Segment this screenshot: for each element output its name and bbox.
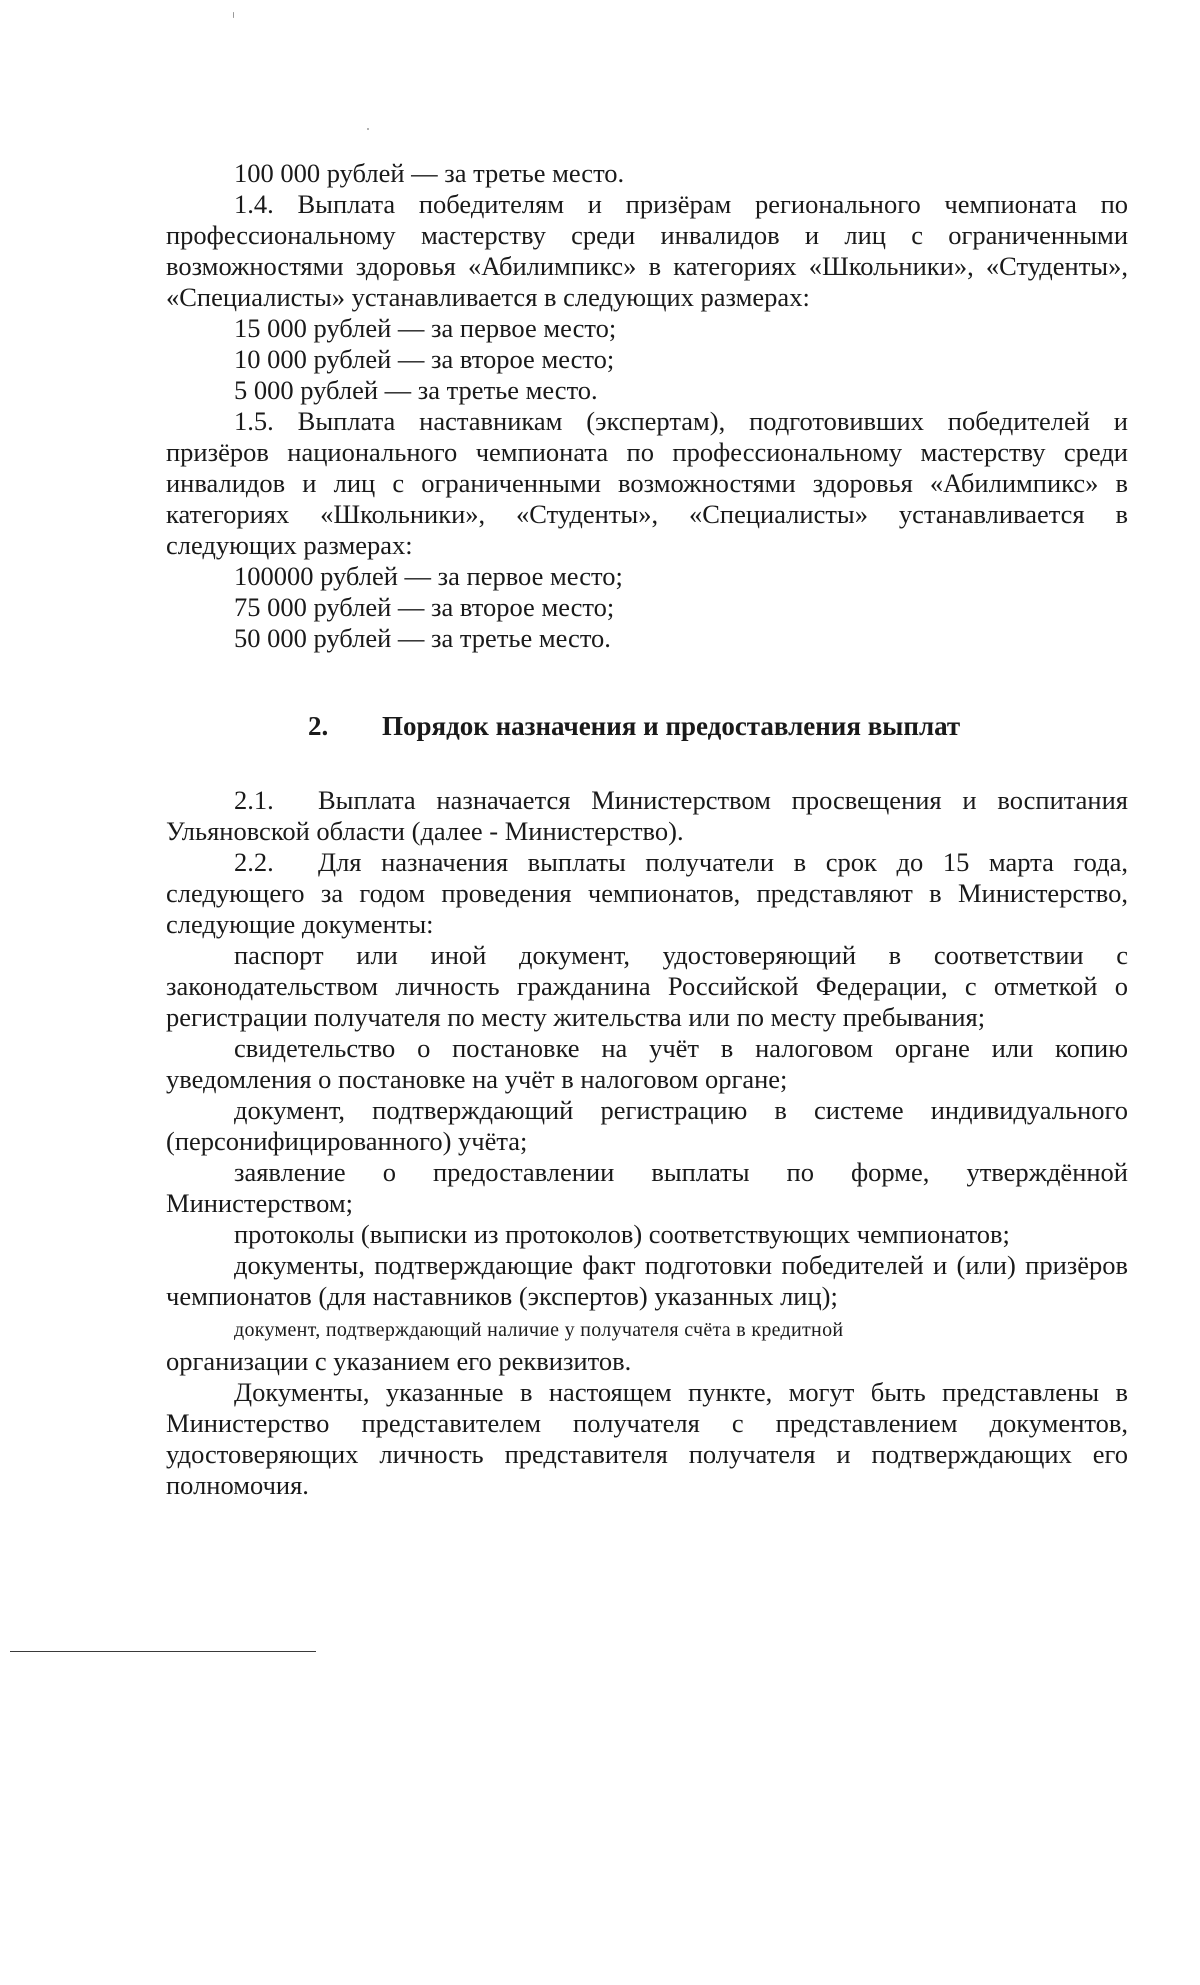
amount-line: 15 000 рублей — за первое место; xyxy=(234,313,617,343)
amount-line: 75 000 рублей — за второе место; xyxy=(234,592,615,622)
document-list-item: документы, подтверждающие факт подготовки победителей и (или) призёров чемпионатов (для наставников (экспертов) указанных лиц); xyxy=(166,1250,1128,1311)
amount-line: 100000 рублей — за первое место; xyxy=(234,561,623,591)
account-first-line: документ, подтверждающий наличие у получателя счёта в кредитной xyxy=(234,1319,844,1341)
footnote-separator xyxy=(10,1651,316,1652)
amount-line: 10 000 рублей — за второе место; xyxy=(234,344,615,374)
clause-text: Для назначения выплаты получатели в срок до 15 марта года, следующего за годом проведения чемпионатов, представляют в Министерство, следующие документы: xyxy=(166,847,1128,939)
document-list-item: паспорт или иной документ, удостоверяющий в соответствии с законодательством личность гражданина Российской Федерации, с отметкой о регистрации получателя по месту жительства или по месту пребывания; xyxy=(166,940,1128,1032)
section-number: 2. xyxy=(308,711,329,741)
account-rest: организации с указанием его реквизитов. xyxy=(166,1346,632,1376)
clause-2-1 xyxy=(166,785,1128,847)
document-list-item: свидетельство о постановке на учёт в налоговом органе или копию уведомления о постановке на учёт в налоговом органе; xyxy=(166,1033,1128,1094)
paragraph-1-5: 1.5. Выплата наставникам (экспертам), подготовивших победителей и призёров национального чемпионата по профессиональному мастерству среди инвалидов и лиц с ограниченными возможностями здоровья «Абилимпикс» в категориях «Школьники», «Студенты», «Специалисты» устанавливается в следующих размерах: xyxy=(166,406,1128,560)
amount-line: 100 000 рублей — за третье место. xyxy=(234,158,625,188)
clause-number: 2.2. xyxy=(234,847,274,877)
clause-number: 2.1. xyxy=(234,785,274,815)
clause-2-2 xyxy=(166,847,1128,940)
section-title: Порядок назначения и предоставления выплат xyxy=(382,711,961,741)
section-1-continuation xyxy=(166,158,1128,654)
scan-speck xyxy=(367,128,369,130)
document-list-item: протоколы (выписки из протоколов) соответствующих чемпионатов; xyxy=(234,1219,1010,1249)
paragraph-1-4: 1.4. Выплата победителям и призёрам регионального чемпионата по профессиональному мастерству среди инвалидов и лиц с ограниченными возможностями здоровья «Абилимпикс» в категориях «Школьники», «Студенты», «Специалисты» устанавливается в следующих размерах: xyxy=(166,189,1128,312)
document-list-item: заявление о предоставлении выплаты по форме, утверждённой Министерством; xyxy=(166,1157,1128,1218)
document-list-item: документ, подтверждающий регистрацию в системе индивидуального (персонифицированного) учёта; xyxy=(166,1095,1128,1156)
scan-speck xyxy=(233,12,234,18)
final-paragraph: Документы, указанные в настоящем пункте, могут быть представлены в Министерство представителем получателя с представлением документов, удостоверяющих личность представителя получателя и подтверждающих его полномочия. xyxy=(166,1377,1128,1500)
amount-line: 50 000 рублей — за третье место. xyxy=(234,623,611,653)
account-document-item xyxy=(166,1312,1128,1377)
section-2-body xyxy=(166,785,1128,1501)
amount-line: 5 000 рублей — за третье место. xyxy=(234,375,598,405)
clause-text: Выплата назначается Министерством просвещения и воспитания Ульяновской области (далее - Министерство). xyxy=(166,785,1128,846)
